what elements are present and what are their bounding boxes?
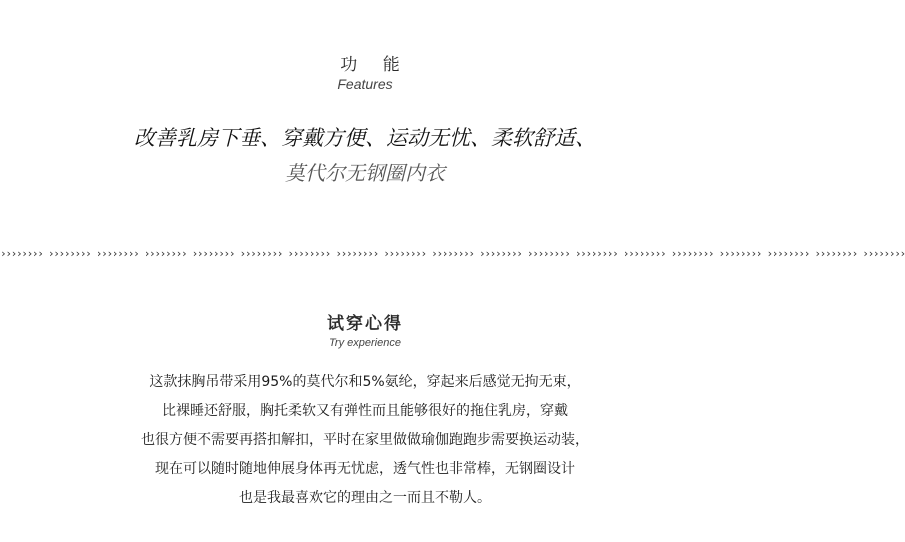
features-tagline-line-2: 莫代尔无钢圈内衣 [285,161,445,185]
chevron-divider: ›››››››› ›››››››› ›››››››› ›››››››› ›››››››› ›››››››› ›››››››› ›››››››› ›››››››› ›››››››› ›››››››› ›››››››› ›››››››› ›››››››› ›››››››› ›››››››› ›››››››› ›››››››› ›››››››› [0,247,905,260]
features-title: 功 能 [340,55,410,75]
experience-text-line-4: 现在可以随时随地伸展身体再无忧虑，透气性也非常棒，无钢圈设计 [155,461,575,477]
try-experience-subtitle: Try experience [329,337,401,349]
experience-text-line-2: 比裸睡还舒服，胸托柔软又有弹性而且能够很好的拖住乳房，穿戴 [162,403,568,419]
try-experience-title: 试穿心得 [327,314,403,334]
experience-text-line-5: 也是我最喜欢它的理由之一而且不勒人。 [239,490,491,506]
features-tagline-line-1: 改善乳房下垂、穿戴方便、运动无忧、柔软舒适、 [134,126,596,150]
experience-text-line-3: 也很方便不需要再搭扣解扣，平时在家里做做瑜伽跑跑步需要换运动装， [141,432,589,448]
features-subtitle: Features [337,76,393,92]
experience-text-line-1: 这款抹胸吊带采用95%的莫代尔和5%氨纶，穿起来后感觉无拘无束， [149,374,581,390]
